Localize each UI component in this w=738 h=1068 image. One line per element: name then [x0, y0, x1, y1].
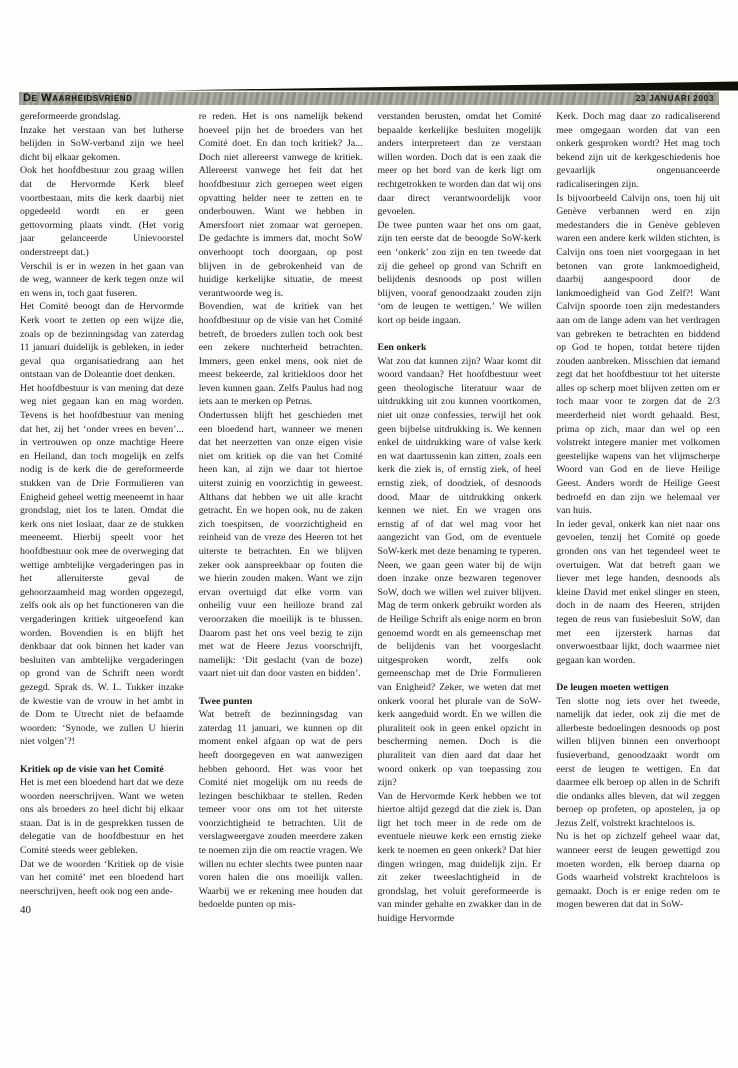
paragraph: Wat betreft de bezinningsdag van zaterdag 11 januari, we kunnen op dit moment enkel afgaan op wat de pers heeft doorgegeven en wat aanwezigen hebben gehoord. Het was voor het Comité niet mogelijk om nu reeds de lezingen beschikbaar te stellen. Reden temeer voor ons om tot het uiterste voorzichtigheid te betrachten. Uit de verslagweergave zouden meerdere zaken te noemen zijn die om reactie vragen. We willen nu echter slechts twee punten naar voren halen die ons moeilijk vallen. Waarbij we er rekening mee houden dat bedoelde punten op mis-: [198, 709, 363, 911]
paragraph: gereformeerde grondslag.: [20, 111, 121, 122]
section-heading: Een onkerk: [377, 342, 427, 354]
paragraph: Ook het hoofdbestuur zou graag willen dat de Hervormde Kerk bleef voortbestaan, mits die kerk daarbij niet opgedeeld wordt en er geen gettovorming plaats vindt. (Het vorig jaar gelanceerde Unievoorstel onderstreept dat.): [20, 165, 184, 258]
section-heading: Twee punten: [198, 695, 253, 707]
paragraph: Dat we de woorden ‘Kritiek op de visie van het comité’ met een bloedend hart neerschrijven, heeft ook nog een ande-: [20, 858, 184, 897]
paragraph: Bovendien, wat de kritiek van het hoofdbestuur op de visie van het Comité betreft, de broeders zullen toch ook best een zekere nuchterheid betrachten. Immers, geen enkel mens, ook niet de meest bekeerde, zal kritiekloos door het leven kunnen gaan. Zelfs Paulus had nog iets aan te merken op Petrus.: [198, 301, 363, 408]
article-columns: [20, 110, 720, 926]
paragraph: Is bijvoorbeeld Calvijn ons, toen hij uit Genève verbannen werd en zijn medestanders die in Genève gebleven waren een andere kerk wilden stichten, is Calvijn ons toen niet voorgegaan in het betonen van grote lankmoedigheid, daarbij aangespoord door de lankmoedigheid van God Zelf?! Want Calvijn spoorde toen zijn medestanders aan om de lange adem van het verdragen van gebreken te betrachten en biddend op God te hopen, totdat betere tijden zouden aanbreken. Misschien dat iemand zegt dat het hoofdbestuur tot het uiterste alles op scherp moet blijven zetten om er toch maar voor te zorgen dat de 2/3 meerderheid niet wordt gehaald. Best, prima op zich, maar dan wel op een volstrekt integere manier met volkomen geestelijke wapens van het vlijmscherpe Woord van God en de lieve Heilige Geest. Anders wordt de Heilige Geest bedroefd en dan zijn we helemaal ver van huis.: [556, 192, 720, 517]
paragraph: Verschil is er in wezen in het gaan van de weg, wanneer de kerk tegen onze wil en wens in, toch gaat fuseren.: [20, 260, 184, 299]
paragraph: Het hoofdbestuur is van mening dat deze weg niet gegaan kan en mag worden. Tevens is het hoofdbestuur van mening dat het, zij het ‘onder vrees en beven’... in vertrouwen op onze machtige Heere en Heiland, dan toch mogelijk en zelfs nodig is de kerk die de gereformeerde stukken van de Drie Formulieren van Enigheid geheel wettig meeneemt in haar grondslag, niet los te laten. Omdat die kerk ons niet loslaat, daar ze de stukken meeneemt. Hierbij speelt voor het hoofdbestuur ook mee de overweging dat wettige ambtelijke vergaderingen pas in het alleruiterste geval de gehoorzaamheid mag worden opgezegd, zelfs ook als op het functioneren van die vergaderingen kritiek uitgeoefend kan worden. Bovendien is en blijft het denkbaar dat ook binnen het kader van besluiten van ambtelijke vergaderingen op grond van de Schrift neen wordt gezegd. Sprak ds. W. L. Tukker inzake de kwestie van de vrouw in het ambt in de Dom te Utrecht niet de befaamde woorden: ‘Synode, we zullen U hierin niet volgen’?!: [20, 382, 184, 748]
section-heading: Kritiek op de visie van het Comité: [20, 763, 164, 775]
section-heading: De leugen moeten wettigen: [556, 681, 669, 693]
masthead-title: De Waarheidsvriend: [23, 92, 133, 104]
text-column-4: [556, 110, 720, 926]
paragraph: De twee punten waar het ons om gaat, zijn ten eerste dat de beoogde SoW-kerk een ‘onkerk’ zou zijn en ten tweede dat zij die geheel op grond van Schrift en belijdenis desnoods op post willen blijven, vooraf genoodzaakt zouden zijn ‘om de leugen te wettigen.’ We willen kort op beide ingaan.: [377, 219, 542, 326]
paragraph: Inzake het verstaan van het lutherse belijden in SoW-verband zijn we heel dicht bij elkaar gekomen.: [20, 124, 184, 163]
paragraph: Van de Hervormde Kerk hebben we tot hiertoe altijd gezegd dat die ziek is. Dan ligt het toch meer in de rede om de eventuele nieuwe kerk een ernstig zieke kerk te noemen en geen onkerk? Dat hier dingen wringen, mag duidelijk zijn. Er zit zeker tweeslachtigheid in de grondslag, het voluit gereformeerde is van minder gehalte en zwakker dan in de huidige Hervormde: [377, 790, 542, 925]
issue-date: 23 JANUARI 2003: [635, 93, 714, 103]
paragraph: Nu is het op zichzelf geheel waar dat, wanneer eerst de leugen gewettigd zou moeten worden, elk beroep daarna op Gods waarheid volstrekt krachteloos is gemaakt. Doch is er enige reden om te mogen beweren dat dat in SoW-: [556, 831, 720, 911]
paragraph: re reden. Het is ons namelijk bekend hoeveel pijn het de broeders van het Comité doet. En dan toch kritiek? Ja... Doch niet allereerst vanwege de kritiek. Allereerst vanwege het feit dat het hoofdbestuur zich geroepen weet eigen opvatting helder neer te zetten en te onderbouwen. Want we hebben in Amersfoort niet zomaar wat geroepen. De gedachte is immers dat, mocht SoW onverhoopt toch doorgaan, op post blijven in de gebrokenheid van de huidige kerkelijke situatie, de meest verantwoorde weg is.: [198, 111, 363, 299]
paragraph: Wat zou dat kunnen zijn? Waar komt dit woord vandaan? Het hoofdbestuur weet geen theologische literatuur waar de uitdrukking uit zou kunnen voortkomen, niet uit onze confessies, terwijl het ook geen bijbelse uitdrukking is. We kennen enkel de uitdrukking ware of valse kerk en wat daartussenin kan zitten, zoals een kerk die ziek is, of ernstig ziek, of heel ernstig ziek, of doodziek, of desnoods dood. Maar de uitdrukking onkerk kennen we niet. En we vragen ons ernstig af of dat wel mag voor het aangezicht van God, om de eventuele SoW-kerk met deze benaming te typeren. Neen, we gaan geen water bij de wijn doen inzake onze bezwaren tegenover SoW, doch we willen wel zuiver blijven. Mag de term onkerk gebruikt worden als de Heilige Schrift als enige norm en bron genoemd wordt en als gemeenschap met de belijdenis van het voorgeslacht uitgesproken wordt, zelfs ook gemeenschap met de Drie Formulieren van Enigheid? Zeker, we weten dat met onkerk vooral het plurale van de SoW-kerk aangeduid wordt. En we willen die pluraliteit ook in geen enkel opzicht in bescherming nemen. Doch is die pluraliteit van dien aard dat daar het woord onkerk op van toepassing zou zijn?: [377, 355, 542, 789]
paragraph: In ieder geval, onkerk kan niet naar ons gevoelen, tenzij het Comité op goede gronden ons van het tegendeel weet te overtuigen. Wat dat betreft gaan we liever met lege handen, desnoods als kleine David met enkel slinger en steen, doch in de naam des Heeren, strijden tegen de reus van fusiebesluit SoW, dan met een ijzersterk harnas dat onverwoestbaar lijkt, doch waarmee niet gegaan kan worden.: [556, 518, 720, 666]
paragraph: Ten slotte nog iets over het tweede, namelijk dat ieder, ook zij die met de allerbeste bedoelingen desnoods op post willen blijven binnen een onverhoopt fusieverband, genoodzaakt wordt om eerst de leugen te wettigen. En dat daarmee elk beroep op allen in de Schrift die ondanks alles bleven, dat wil zeggen beroep op profeten, op apostelen, ja op Jezus Zelf, volstrekt krachteloos is.: [556, 695, 720, 829]
paragraph: verstanden berusten, omdat het Comité bepaalde kerkelijke besluiten mogelijk anders interpreteert dan ze verstaan willen worden. Doch dat is een zaak die meer op het bord van de kerk ligt om rechtgetrokken te worden dan dat wij ons daar direct verantwoordelijk voor gevoelen.: [377, 111, 542, 218]
paragraph: Kerk. Doch mag daar zo radicaliserend mee omgegaan worden dat van een onkerk gesproken wordt? Het mag toch bekend zijn uit de kerkgeschiedenis hoe gevaarlijk ongenuanceerde radicaliseringen zijn.: [556, 111, 720, 190]
text-column-2: [199, 110, 363, 926]
header-rule: [0, 78, 738, 92]
page-number: 40: [20, 904, 31, 917]
paragraph: Ondertussen blijft het geschieden met een bloedend hart, wanneer we menen dat het neerzetten van onze eigen visie niet om kritiek op die van het Comité heen kan, al zijn we daar tot hiertoe uiterst zuinig en voorzichtig in geweest. Althans dat hebben we uit alle kracht getracht. En we hopen ook, nu de zaken zich toespitsen, de voorzichtigheid en reinheid van de vreze des Heeren tot het uiterste te betrachten. En we blijven zeker ook aanspreekbaar op fouten die we hierin zouden maken. Want we zijn ervan overtuigd dat elke vorm van onheilig vuur een heilloze brand zal veroorzaken die moeilijk is te blussen. Daarom past het ons veel bezig te zijn met wat de Heere Jezus voorschrijft, namelijk: ‘Dit geslacht (van de boze) vaart niet uit dan door vasten en bidden’.: [198, 410, 363, 680]
paragraph: Het is met een bloedend hart dat we deze woorden neerschrijven. Want we weten ons als broeders zo heel dicht bij elkaar staan. Dat is in de gesprekken tussen de delegatie van de hoofdbestuur en het Comité steeds weer gebleken.: [20, 777, 184, 857]
masthead-bar: [19, 92, 719, 105]
text-column-1: [20, 110, 184, 926]
paragraph: Het Comité beoogt dan de Hervormde Kerk voort te zetten op een wijze die, zoals op de bezinningsdag van zaterdag 11 januari duidelijk is gebleken, in ieder geval qua organisatiedrang aan het ontstaan van de Doleantie doet denken.: [20, 301, 184, 381]
text-column-3: [378, 110, 542, 926]
